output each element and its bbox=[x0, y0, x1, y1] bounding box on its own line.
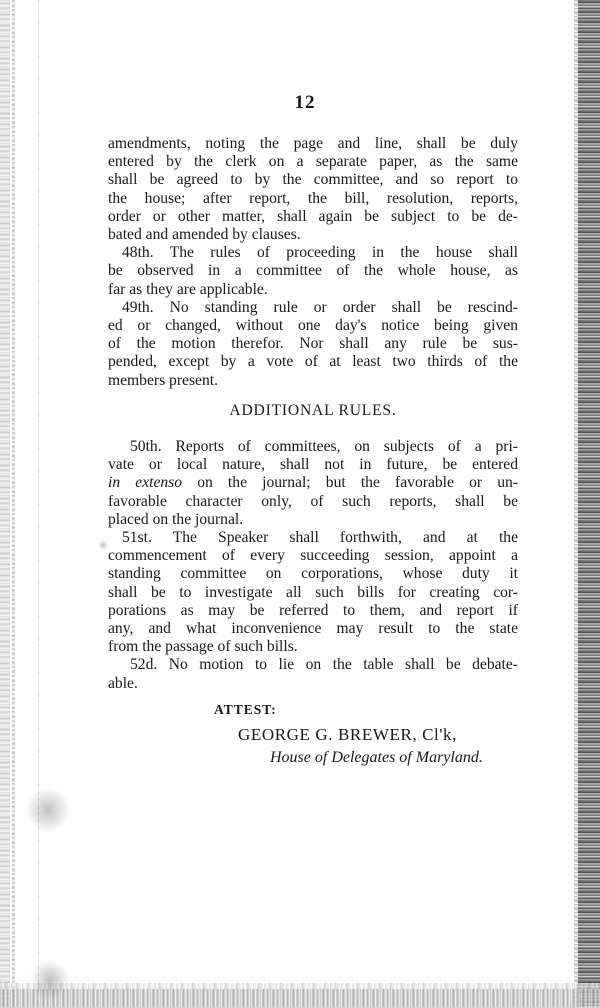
text-fragment: on the journal; but the favorable or un- bbox=[182, 474, 518, 492]
scan-edge-bottom bbox=[0, 989, 600, 1007]
scan-smudge bbox=[30, 960, 70, 1000]
text-line: of the motion therefor. Nor shall any rule be sus- bbox=[108, 335, 518, 353]
text-line: placed on the journal. bbox=[108, 510, 244, 528]
rule-52-line: 52d. No motion to lie on the table shall be debate- bbox=[130, 656, 518, 674]
rule-51-line: 51st. The Speaker shall forthwith, and at the bbox=[122, 529, 518, 547]
section-heading: ADDITIONAL RULES. bbox=[229, 401, 397, 419]
rule-49-line: 49th. No standing rule or order shall be rescind- bbox=[122, 298, 518, 316]
text-line: porations as may be referred to them, and report if bbox=[108, 601, 518, 619]
house-name: House of Delegates of Maryland. bbox=[270, 749, 483, 767]
scan-edge-left bbox=[0, 0, 10, 1007]
text-line-latin bbox=[108, 474, 518, 492]
text-line: entered by the clerk on a separate paper, as the same bbox=[108, 153, 518, 171]
text-line: shall be to investigate all such bills for creating cor- bbox=[108, 583, 518, 601]
text-line: pended, except by a vote of at least two thirds of the bbox=[108, 353, 518, 371]
latin-phrase: in extenso bbox=[108, 474, 183, 492]
scan-edge-left-line bbox=[12, 0, 15, 1007]
text-line: shall be agreed to by the committee, and so report to bbox=[108, 171, 518, 189]
text-line: bated and amended by clauses. bbox=[108, 226, 301, 244]
text-line: commencement of every succeeding session, appoint a bbox=[108, 547, 518, 565]
clerk-signature: GEORGE G. BREWER, Cl'k, bbox=[238, 725, 457, 745]
rule-50-line: 50th. Reports of committees, on subjects of a pri- bbox=[130, 438, 518, 456]
rule-48-line: 48th. The rules of proceeding in the house shall bbox=[122, 244, 518, 262]
document-body bbox=[108, 135, 518, 768]
text-line: any, and what inconvenience may result to the state bbox=[108, 620, 518, 638]
text-line: favorable character only, of such reports, shall be bbox=[108, 492, 518, 510]
page-number: 12 bbox=[294, 92, 316, 113]
text-line: be observed in a committee of the whole house, as bbox=[108, 262, 518, 280]
text-line: standing committee on corporations, whose duty it bbox=[108, 565, 518, 583]
attest-label: ATTEST: bbox=[214, 701, 277, 717]
text-line: able. bbox=[108, 674, 138, 692]
scan-smudge bbox=[98, 540, 108, 550]
scan-edge-left-fold bbox=[38, 0, 39, 1007]
text-line: vate or local nature, shall not in future, be entered bbox=[108, 456, 518, 474]
text-line: far as they are applicable. bbox=[108, 280, 268, 298]
text-line: the house; after report, the bill, resolution, reports, bbox=[108, 189, 518, 207]
scan-edge-right bbox=[578, 0, 600, 1007]
text-line: ed or changed, without one day's notice being given bbox=[108, 317, 518, 335]
text-line: from the passage of such bills. bbox=[108, 638, 298, 656]
scan-smudge bbox=[28, 785, 68, 835]
text-line: amendments, noting the page and line, shall be duly bbox=[108, 135, 518, 152]
text-line: order or other matter, shall again be subject to be de- bbox=[108, 207, 518, 225]
text-line: members present. bbox=[108, 371, 218, 389]
